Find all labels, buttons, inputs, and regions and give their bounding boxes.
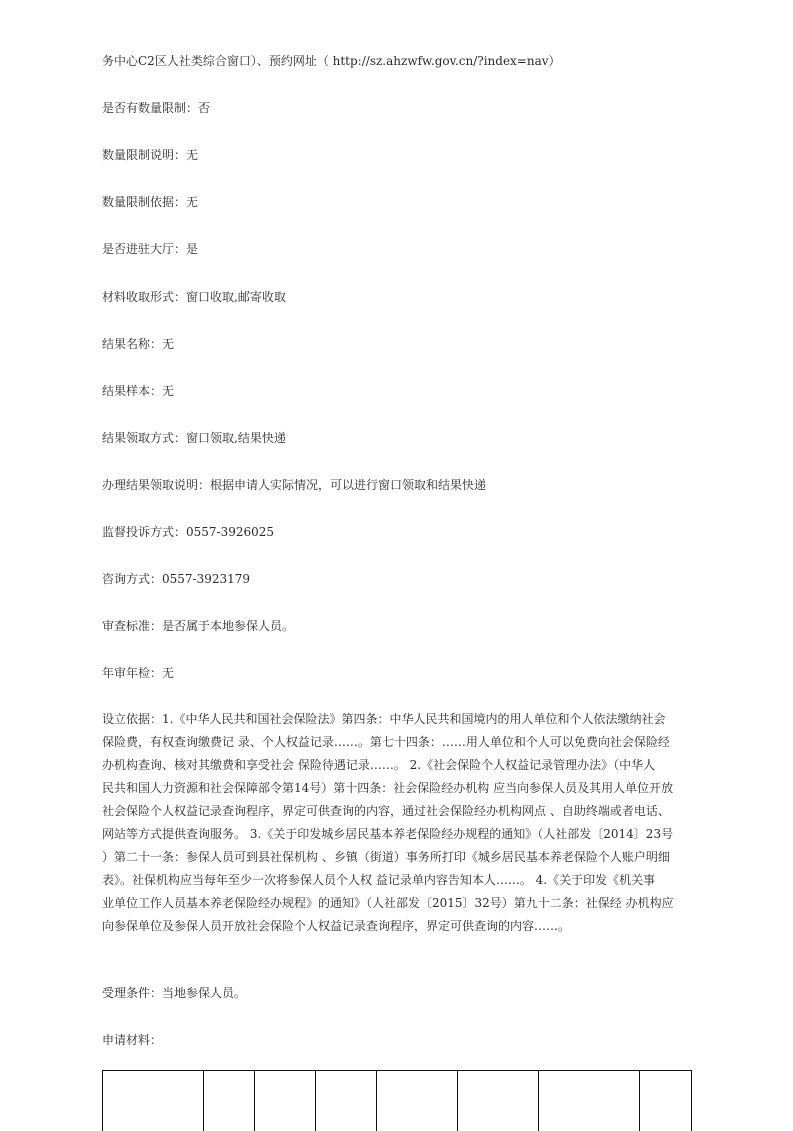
quantity-limit-description-line: 数量限制说明：无 [102, 148, 199, 162]
result-pickup-description-line: 办理结果领取说明：根据申请人实际情况，可以进行窗口领取和结果快递 [102, 478, 487, 492]
materials-heading: 申请材料： [102, 1033, 163, 1047]
material-collection-line: 材料收取形式：窗口收取,邮寄收取 [102, 290, 286, 304]
appointment-url-line: 务中心C2区人社类综合窗口）、预约网址（ http://sz.ahzwfw.gov.cn/?index=nav） [102, 54, 561, 68]
table-column-divider [691, 1071, 692, 1131]
result-pickup-line: 结果领取方式：窗口领取,结果快递 [102, 431, 286, 445]
table-column-divider [639, 1071, 640, 1131]
review-standard-line: 审查标准：是否属于本地参保人员。 [102, 619, 295, 633]
table-column-divider [102, 1071, 103, 1131]
table-column-divider [538, 1071, 539, 1131]
legal-basis-line: 向参保单位及参保人员开放社会保险个人权益记录查询程序，界定可供查询的内容……。 [102, 919, 571, 933]
acceptance-conditions-line: 受理条件：当地参保人员。 [102, 986, 247, 1000]
quantity-limit-basis-line: 数量限制依据：无 [102, 195, 199, 209]
result-sample-line: 结果样本：无 [102, 384, 175, 398]
result-name-line: 结果名称：无 [102, 337, 175, 351]
hall-presence-line: 是否进驻大厅：是 [102, 242, 199, 256]
legal-basis-line: 民共和国人力资源和社会保障部令第14号）第十四条：社会保险经办机构 应当向参保人员及其用人单位开放 [102, 781, 674, 795]
inquiry-contact-line: 咨询方式：0557-3923179 [102, 572, 251, 586]
legal-basis-line: ）第二十一条：参保人员可到县社保机构 、乡镇（街道）事务所打印《城乡居民基本养老保险个人账户明细 [102, 850, 670, 864]
table-column-divider [315, 1071, 316, 1131]
table-column-divider [457, 1071, 458, 1131]
legal-basis-line: 表》。社保机构应当每年至少一次将参保人员个人权 益记录单内容告知本人……。 4.《关于印发《机关事 [102, 873, 656, 887]
table-column-divider [254, 1071, 255, 1131]
legal-basis-line: 网站等方式提供查询服务。 3.《关于印发城乡居民基本养老保险经办规程的通知》（人社部发〔2014〕23号 [102, 827, 674, 841]
legal-basis-paragraph [102, 708, 692, 938]
legal-basis-line: 业单位工作人员基本养老保险经办规程》的通知》（人社部发〔2015〕32号）第九十二条：社保经 办机构应 [102, 896, 674, 910]
legal-basis-line: 社会保险个人权益记录查询程序，界定可供查询的内容，通过社会保险经办机构网点 、自助终端或者电话、 [102, 804, 670, 818]
legal-basis-line: 办机构查询、核对其缴费和享受社会 保险待遇记录……。 2.《社会保险个人权益记录管理办法》（中华人 [102, 758, 656, 772]
legal-basis-line: 设立依据：1.《中华人民共和国社会保险法》第四条：中华人民共和国境内的用人单位和个人依法缴纳社会 [102, 712, 666, 726]
annual-review-line: 年审年检：无 [102, 666, 175, 680]
table-column-divider [203, 1071, 204, 1131]
complaint-contact-line: 监督投诉方式：0557-3926025 [102, 525, 275, 539]
table-column-divider [376, 1071, 377, 1131]
legal-basis-line: 保险费，有权查询缴费记 录、个人权益记录……。第七十四条：……用人单位和个人可以免费向社会保险经 [102, 735, 670, 749]
quantity-limit-line: 是否有数量限制：否 [102, 101, 211, 115]
